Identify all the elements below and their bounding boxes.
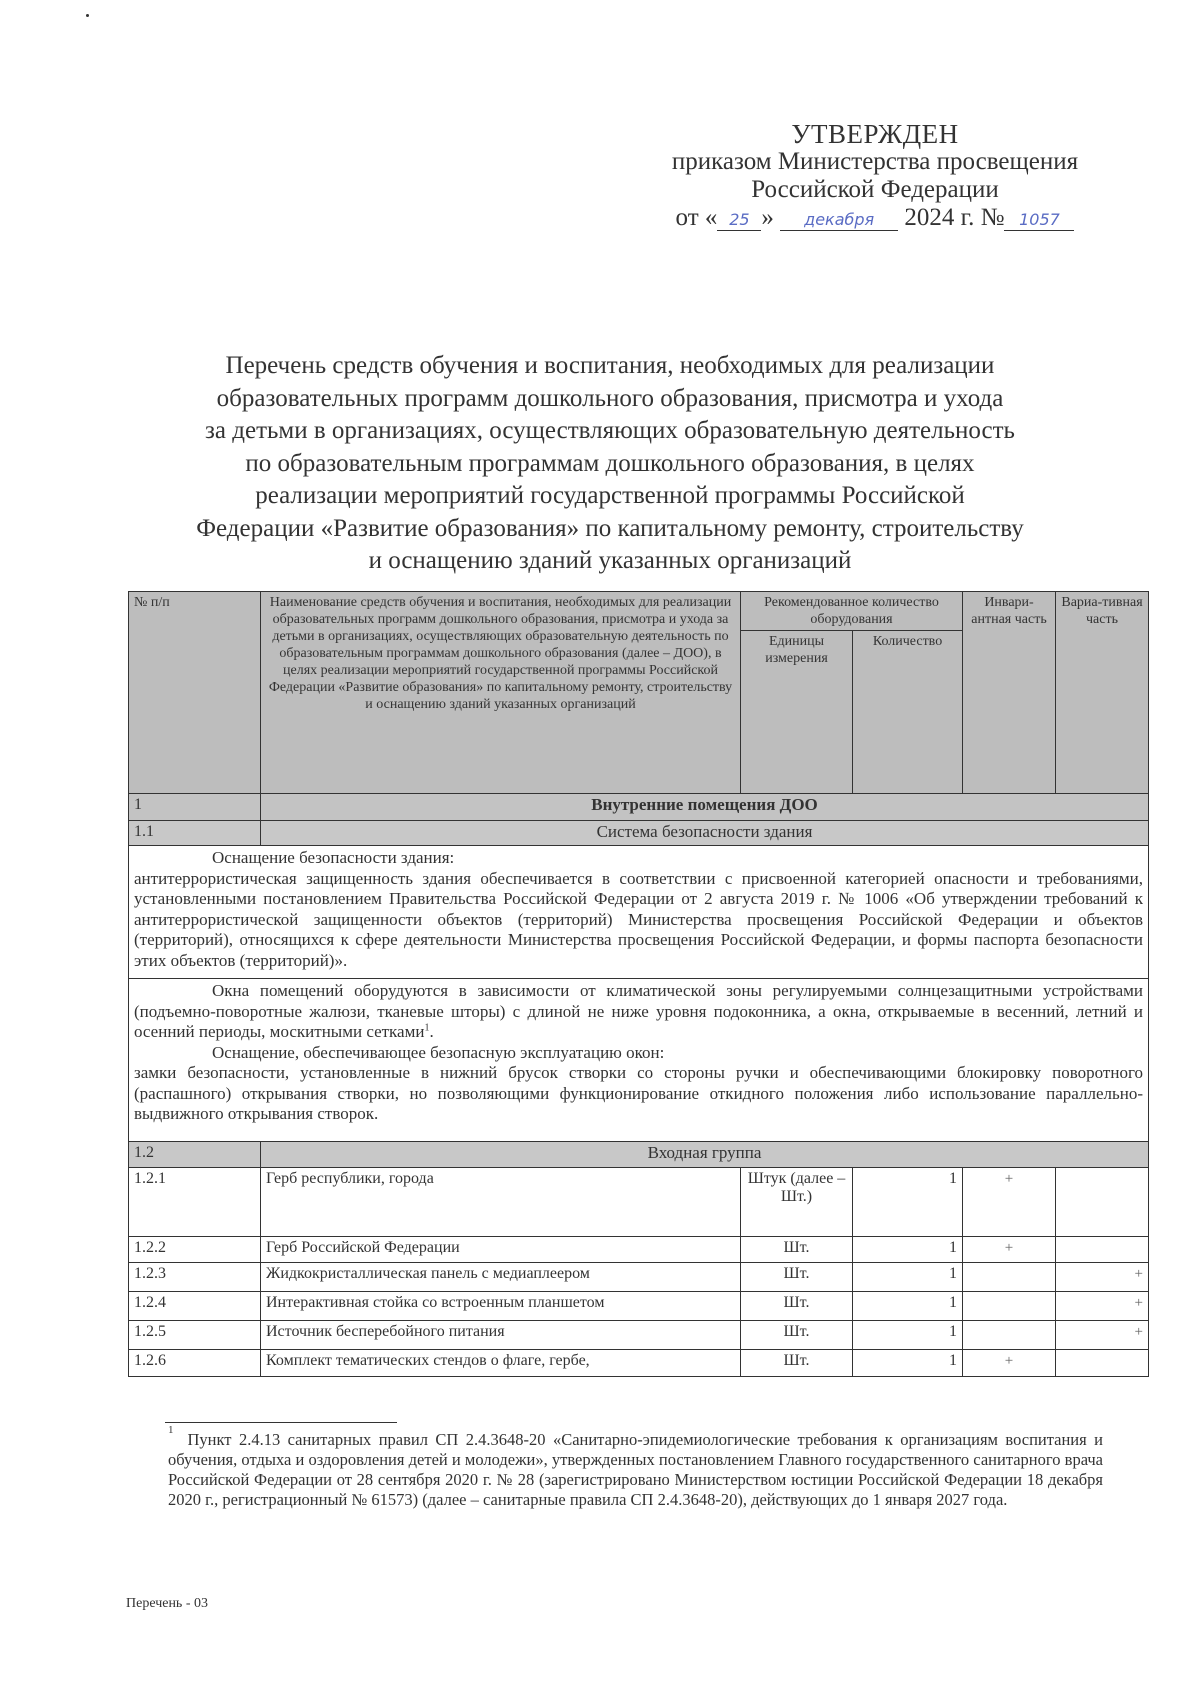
section-num: 1 xyxy=(129,794,261,821)
row-variative xyxy=(1056,1168,1149,1237)
title-line: Перечень средств обучения и воспитания, необходимых для реализации xyxy=(225,352,995,379)
paragraph-row xyxy=(129,979,1149,1142)
section-title: Внутренние помещения ДОО xyxy=(261,794,1149,821)
row-qty: 1 xyxy=(853,1263,963,1292)
subsection-title: Система безопасности здания xyxy=(261,821,1149,846)
row-num: 1.2.4 xyxy=(129,1292,261,1321)
date-year: 2024 г. № xyxy=(904,204,1005,231)
para-windows: Окна помещений оборудуются в зависимости от климатической зоны регулируемыми солнцезащитными устройствами (подъемно-поворотные жалюзи, тканевые шторы) с длиной не ниже уровня подоконника, а окна, открываемые в весенний, летний и осенний периоды, москитными сетками$^1$. xyxy=(134,981,1144,1041)
row-qty: 1 xyxy=(853,1237,963,1263)
handwritten-day: 25 xyxy=(717,210,761,231)
row-num: 1.2.3 xyxy=(129,1263,261,1292)
row-unit: Шт. xyxy=(741,1321,853,1350)
approval-title: УТВЕРЖДЕН xyxy=(791,119,959,149)
document-title xyxy=(150,350,1070,578)
header-quantity: Количество xyxy=(853,631,963,794)
para-intro: Оснащение, обеспечивающее безопасную эксплуатацию окон: xyxy=(212,1042,665,1062)
row-qty: 1 xyxy=(853,1292,963,1321)
subsection-num: 1.2 xyxy=(129,1142,261,1168)
title-line: образовательных программ дошкольного образования, присмотра и ухода xyxy=(216,384,1004,412)
row-num: 1.2.5 xyxy=(129,1321,261,1350)
row-invariant: + xyxy=(963,1350,1056,1377)
header-invariant: Инвари-антная часть xyxy=(963,592,1056,794)
section-row xyxy=(129,794,1149,821)
scan-speck xyxy=(86,14,89,17)
table-row xyxy=(129,1263,1149,1292)
subsection-row xyxy=(129,1142,1149,1168)
row-unit: Шт. xyxy=(741,1263,853,1292)
row-name: Герб Российской Федерации xyxy=(261,1237,741,1263)
row-invariant: + xyxy=(963,1237,1056,1263)
para-intro: Оснащение безопасности здания: xyxy=(212,848,455,867)
row-invariant xyxy=(963,1263,1056,1292)
row-qty: 1 xyxy=(853,1350,963,1377)
header-variative: Вариа-тивная часть xyxy=(1056,592,1149,794)
row-variative xyxy=(1056,1237,1149,1263)
title-line: по образовательным программам дошкольного образования, в целях xyxy=(245,449,975,477)
row-unit: Шт. xyxy=(741,1292,853,1321)
table-row xyxy=(129,1321,1149,1350)
row-name: Жидкокристаллическая панель с медиаплеером xyxy=(261,1263,741,1292)
date-quote-close: » xyxy=(761,204,774,231)
title-line: и оснащению зданий указанных организаций xyxy=(368,547,852,574)
subsection-row xyxy=(129,821,1149,846)
row-unit: Штук (далее – Шт.) xyxy=(741,1168,853,1237)
header-recommended: Рекомендованное количество оборудования xyxy=(741,592,963,631)
title-line: Федерации «Развитие образования» по капитальному ремонту, строительству xyxy=(196,514,1024,542)
approval-line-2: Российской Федерации xyxy=(751,176,999,203)
title-line: реализации мероприятий государственной программы Российской xyxy=(255,482,965,509)
table-row xyxy=(129,1168,1149,1237)
row-name: Интерактивная стойка со встроенным планшетом xyxy=(261,1292,741,1321)
equipment-table xyxy=(128,591,1149,1377)
row-num: 1.2.1 xyxy=(129,1168,261,1237)
approval-line-1: приказом Министерства просвещения xyxy=(671,148,1079,175)
date-prefix: от « xyxy=(675,204,718,231)
header-num: № п/п xyxy=(129,592,261,794)
table-header-row xyxy=(129,592,1149,631)
row-variative: + xyxy=(1056,1292,1149,1321)
footnote-text: Пункт 2.4.13 санитарных правил СП 2.4.3648-20 «Санитарно-эпидемиологические требования к организациям воспитания и обучения, отдыха и оздоровления детей и молодежи», утвержденных постановлением Главного государственного санитарного врача Российской Федерации от 28 сентября 2020 г. № 28 (зарегистрировано Министерством юстиции Российской Федерации 18 декабря 2020 г., регистрационный № 61573) (далее – санитарные правила СП 2.4.3648-20), действующих до 1 января 2027 года. xyxy=(168,1430,1103,1509)
row-variative xyxy=(1056,1350,1149,1377)
table-row xyxy=(129,1350,1149,1377)
footnote-mark: 1 xyxy=(168,1424,174,1436)
table-row xyxy=(129,1237,1149,1263)
footnote-divider xyxy=(165,1422,397,1423)
handwritten-order-number: 1057 xyxy=(1004,210,1074,231)
page-footer: Перечень - 03 xyxy=(126,1596,208,1611)
row-num: 1.2.6 xyxy=(129,1350,261,1377)
approval-dateline xyxy=(640,204,1110,232)
row-variative: + xyxy=(1056,1263,1149,1292)
row-invariant xyxy=(963,1321,1056,1350)
footnote-ref: 1 xyxy=(424,1022,430,1034)
header-name: Наименование средств обучения и воспитания, необходимых для реализации образовательных программ дошкольного образования, присмотра и ухода за детьми в организациях, осуществляющих образовательную деятельность по образовательным программам дошкольного образования (далее – ДОО), в целях реализации мероприятий государственной программы Российской Федерации «Развитие образования» по капитальному ремонту, строительству и оснащению зданий указанных организаций xyxy=(261,592,741,794)
header-unit: Единицы измерения xyxy=(741,631,853,794)
row-variative: + xyxy=(1056,1321,1149,1350)
row-qty: 1 xyxy=(853,1321,963,1350)
row-name: Источник бесперебойного питания xyxy=(261,1321,741,1350)
row-invariant: + xyxy=(963,1168,1056,1237)
row-unit: Шт. xyxy=(741,1350,853,1377)
table-row xyxy=(129,1292,1149,1321)
para-body: замки безопасности, установленные в нижний брусок створки со стороны ручки и обеспечивающими блокировку поворотного (распашного) открывания створки, но позволяющими функционирование откидного положения либо использование параллельно-выдвижного открывания створок. xyxy=(134,1063,1144,1123)
title-line: за детьми в организациях, осуществляющих образовательную деятельность xyxy=(205,417,1015,444)
para-body: антитеррористическая защищенность здания обеспечивается в соответствии с присвоенной категорией опасности и требованиями, установленными постановлением Правительства Российской Федерации от 2 августа 2019 г. № 1006 «Об утверждении требований к антитеррористической защищенности объектов (территорий) Министерства просвещения Российской Федерации и объектов (территорий), относящихся к сфере деятельности Министерства просвещения Российской Федерации, и формы паспорта безопасности этих объектов (территорий)». xyxy=(134,868,1144,970)
paragraph-row xyxy=(129,846,1149,979)
subsection-title: Входная группа xyxy=(261,1142,1149,1168)
building-security-text xyxy=(129,846,1149,979)
row-name: Комплект тематических стендов о флаге, гербе, xyxy=(261,1350,741,1377)
row-qty: 1 xyxy=(853,1168,963,1237)
approval-stamp xyxy=(640,120,1110,232)
row-invariant xyxy=(963,1292,1056,1321)
handwritten-month: декабря xyxy=(780,210,898,231)
row-name: Герб республики, города xyxy=(261,1168,741,1237)
subsection-num: 1.1 xyxy=(129,821,261,846)
row-unit: Шт. xyxy=(741,1237,853,1263)
row-num: 1.2.2 xyxy=(129,1237,261,1263)
window-safety-text xyxy=(129,979,1149,1142)
footnote xyxy=(168,1424,1103,1510)
